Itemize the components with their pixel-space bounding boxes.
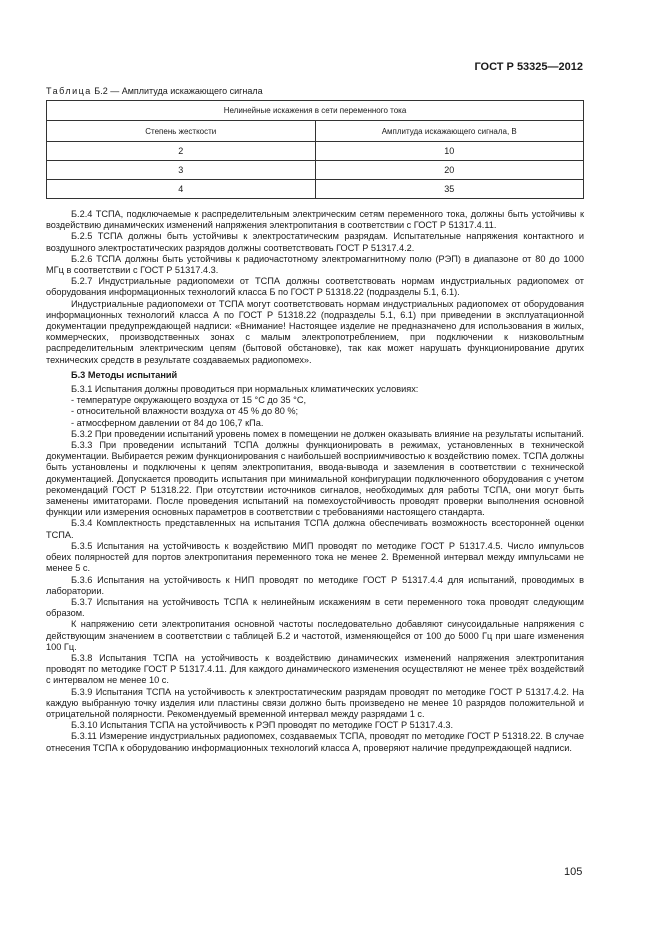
paragraph-b3-10: Б.3.10 Испытания ТСПА на устойчивость к РЭП проводят по методике ГОСТ Р 51317.4.3. xyxy=(71,720,454,731)
table-cell-amplitude: 20 xyxy=(315,161,584,180)
paragraph-b3-4: Б.3.4 Комплектность представленных на испытания ТСПА должна обеспечивать возможность всесторонней оценки ТСПА. xyxy=(46,518,584,540)
page-number: 105 xyxy=(564,866,583,878)
amplitude-table xyxy=(46,100,584,199)
list-item: - температуре окружающего воздуха от 15 °С до 35 °С, xyxy=(71,395,307,406)
table-caption-text: Б.2 — Амплитуда искажающего сигнала xyxy=(91,86,263,96)
table-col-amplitude-header: Амплитуда искажающего сигнала, В xyxy=(315,121,584,142)
table-cell-amplitude: 10 xyxy=(315,142,584,161)
paragraph-b2-6: Б.2.6 ТСПА должны быть устойчивы к радиочастотному электромагнитному полю (РЭП) в диапазоне от 80 до 1000 МГц в соответствии с ГОСТ Р 51317.4.3. xyxy=(46,253,584,276)
table-cell-degree: 2 xyxy=(47,142,316,161)
document-body xyxy=(46,209,584,754)
list-item: - относительной влажности воздуха от 45 % до 80 %; xyxy=(71,406,299,417)
table-row xyxy=(47,161,584,180)
table-cell-degree: 4 xyxy=(47,180,316,199)
paragraph-b3-11: Б.3.11 Измерение индустриальных радиопомех, создаваемых ТСПА, проводят по методике ГОСТ Р 51318.22. В случае отнесения ТСПА к оборудованию информационных технологий класса А, проверяют наличие предупреждающей надписи. xyxy=(46,731,584,753)
paragraph-b3-8: Б.3.8 Испытания ТСПА на устойчивость к воздействию динамических изменений напряжения электропитания проводят по методике ГОСТ Р 51317.4.11. Для каждого динамического изменения осуществляют не менее трёх воздействий с интервалом не менее 10 с. xyxy=(46,652,584,686)
table-cell-degree: 3 xyxy=(47,161,316,180)
paragraph-b2-7: Б.2.7 Индустриальные радиопомехи от ТСПА должны соответствовать нормам индустриальных радиопомех от оборудования информационных технологий класса Б по ГОСТ Р 51318.22 (подразделы 5.1, 6.1). xyxy=(46,276,584,298)
paragraph-b3-2: Б.3.2 При проведении испытаний уровень помех в помещении не должен оказывать влияние на результаты испытаний. xyxy=(71,428,584,439)
table-caption xyxy=(46,86,263,96)
paragraph-b3-1: Б.3.1 Испытания должны проводиться при нормальных климатических условиях: xyxy=(71,384,419,395)
table-caption-label: Таблица xyxy=(46,86,92,96)
table-row xyxy=(47,142,584,161)
paragraph-b3-7: Б.3.7 Испытания на устойчивость ТСПА к нелинейным искажениям в сети переменного тока проводят следующим образом. xyxy=(46,596,584,619)
paragraph-b3-5: Б.3.5 Испытания на устойчивость к воздействию МИП проводят по методике ГОСТ Р 51317.4.5. Число импульсов обеих полярностей для портов электропитания переменного тока не менее 2. Временной интервал между импульсами не менее 5 с. xyxy=(46,540,584,574)
paragraph-b2-4: Б.2.4 ТСПА, подключаемые к распределительным электрическим сетям переменного тока, должны быть устойчивы к воздействию динамических изменений напряжения электропитания в соответствии с ГОСТ Р 51317.4.11. xyxy=(46,209,584,231)
paragraph-b2-7-class-a: Индустриальные радиопомехи от ТСПА могут соответствовать нормам индустриальных радиопомех от оборудования информационных технологий класса А по ГОСТ Р 51318.22 (подразделы 5.1, 6.1) при приведении в эксплуатационной документации предупреждающей надписи: «Внимание! Настоящее изделие не предназначено для использования в жилых, коммерческих, производственных зонах с малым электропотреблением, при подключении к низковольтным распределительным электрическим цепям (бытовой обстановке), так как может нарушать функционирование других технических средств в результате создаваемых радиопомех». xyxy=(46,298,584,365)
paragraph-b3-7-method: К напряжению сети электропитания основной частоты последовательно добавляют синусоидальные напряжения с действующим значением в соответствии с таблицей Б.2 и частотой, изменяющейся от 100 до 5000 Гц при шаге изменения 100 Гц. xyxy=(46,619,584,652)
table-cell-amplitude: 35 xyxy=(315,180,584,199)
table-group-header: Нелинейные искажения в сети переменного тока xyxy=(47,101,584,121)
table-row xyxy=(47,180,584,199)
list-item: - атмосферном давлении от 84 до 106,7 кПа. xyxy=(71,417,264,428)
paragraph-b2-5: Б.2.5 ТСПА должны быть устойчивы к электростатическим разрядам. Испытательные напряжения контактного и воздушного электростатических разрядов должны соответствовать ГОСТ Р 51317.4.2. xyxy=(46,231,584,253)
paragraph-b3-9: Б.3.9 Испытания ТСПА на устойчивость к электростатическим разрядам проводят по методике ГОСТ Р 51317.4.2. На каждую выбранную точку изделия или пластины связи должно быть произведено не менее 10 разрядов положительной и отрицательной полярности. Рекомендуемый временной интервал между разрядами 1 с. xyxy=(46,686,584,719)
table-col-degree-header: Степень жесткости xyxy=(47,121,316,142)
standard-number: ГОСТ Р 53325—2012 xyxy=(474,61,583,73)
paragraph-b3-6: Б.3.6 Испытания на устойчивость к НИП проводят по методике ГОСТ Р 51317.4.4 для испытаний, проводимых в лаборатории. xyxy=(46,574,584,596)
section-heading-b3: Б.3 Методы испытаний xyxy=(71,369,178,380)
paragraph-b3-3: Б.3.3 При проведении испытаний ТСПА должны функционировать в режимах, установленных в технической документации. Выбирается режим функционирования с наибольшей восприимчивостью к воздействию помех. ТСПА должны быть установлены и подключены к цепям электропитания, ввода-вывода и заземления в соответствии с технической документацией. Допускается проводить испытания при минимальной конфигурации подключенного оборудования с учетом рекомендаций ГОСТ Р 51318.22. При отсутствии источников сигналов, необходимых для работы ТСПА, они могут быть заменены имитаторами. После проведения испытаний на помехоустойчивость проводят проверки выполнения основной функции или измерения основных параметров в соответствии с требованиями настоящего стандарта. xyxy=(46,440,584,518)
